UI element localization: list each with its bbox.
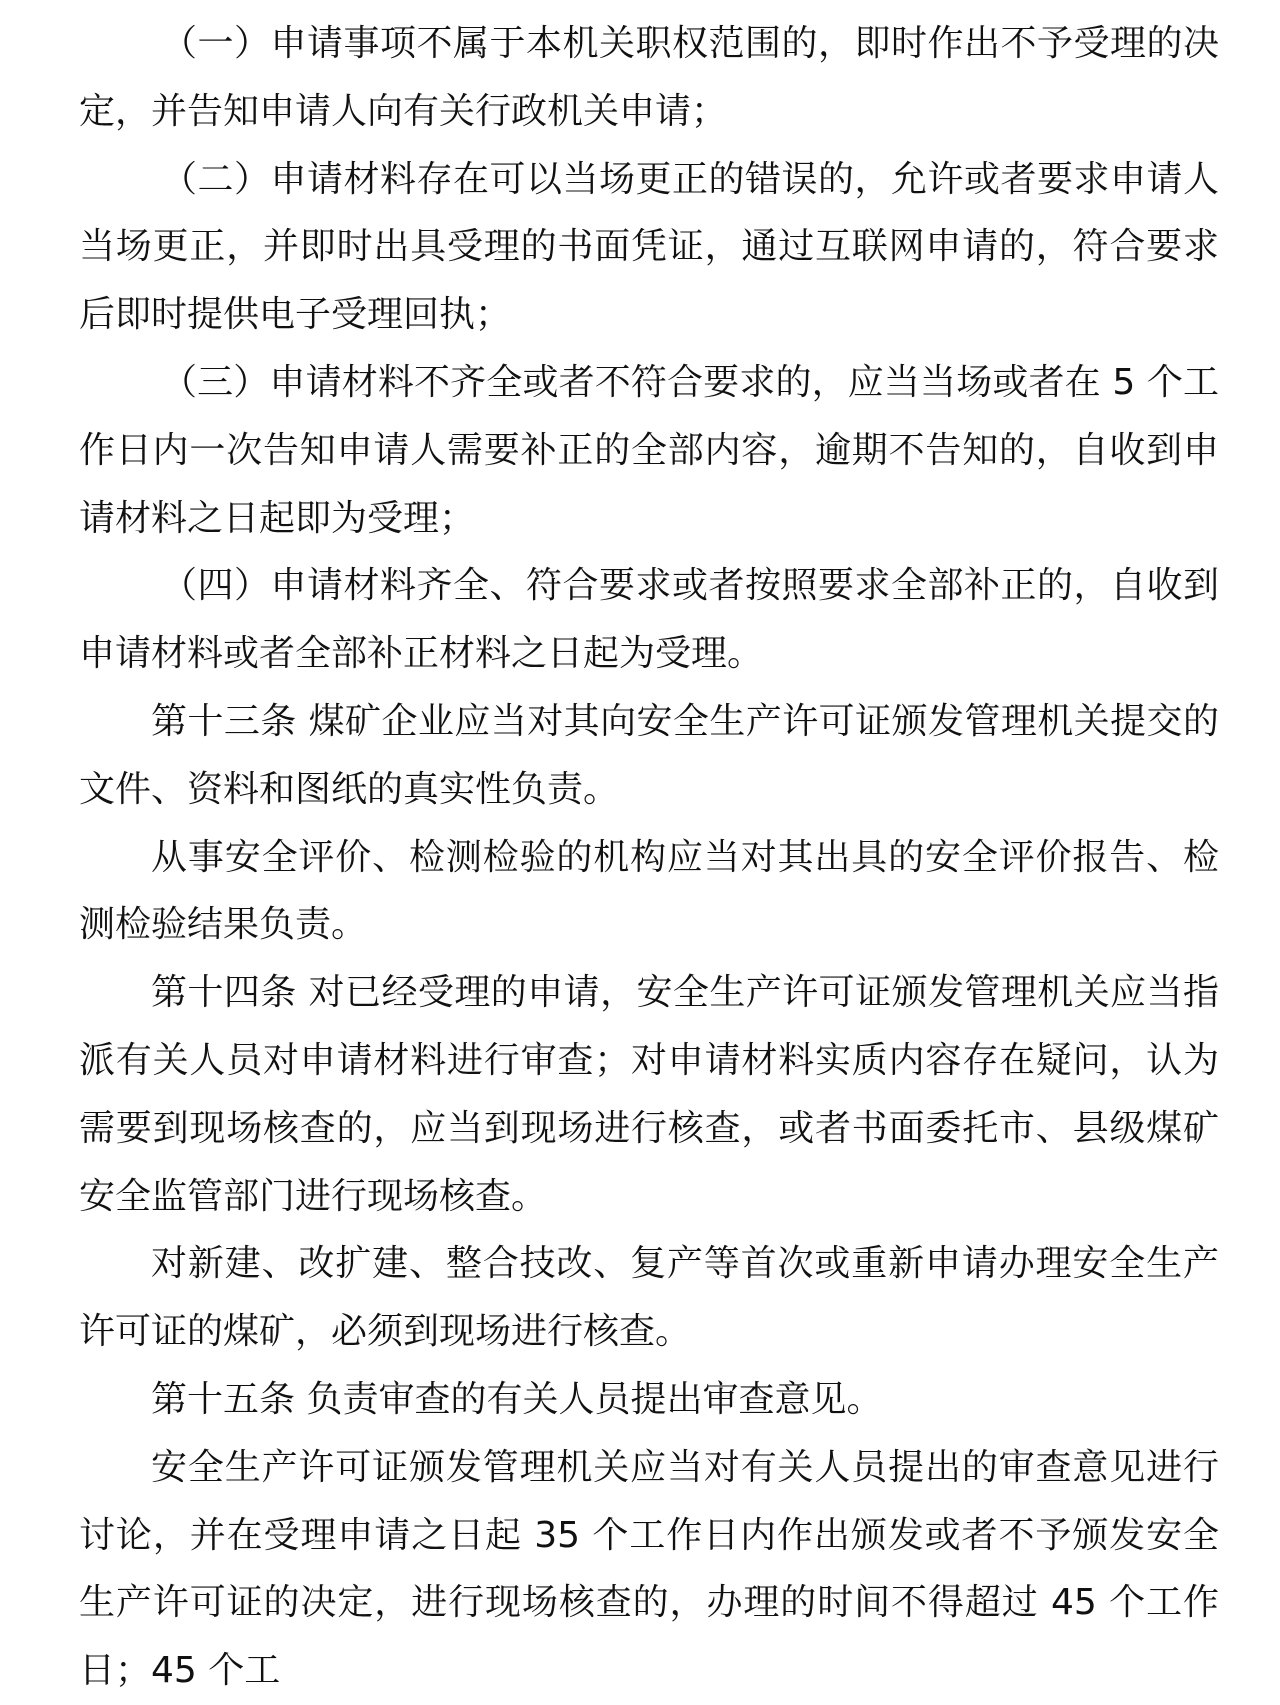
paragraph-article-14: 第十四条 对已经受理的申请，安全生产许可证颁发管理机关应当指派有关人员对申请材料进行审查；对申请材料实质内容存在疑问，认为需要到现场核查的，应当到现场进行核查，或者书面委托市、县级煤矿安全监管部门进行现场核查。 [79,972,1219,1217]
document-page [79,10,1219,1705]
paragraph-article-13-continued: 从事安全评价、检测检验的机构应当对其出具的安全评价报告、检测检验结果负责。 [79,836,1219,946]
paragraph-article-15: 第十五条 负责审查的有关人员提出审查意见。 [151,1378,883,1420]
paragraph-item-2: （二）申请材料存在可以当场更正的错误的，允许或者要求申请人当场更正，并即时出具受理的书面凭证，通过互联网申请的，符合要求后即时提供电子受理回执； [79,158,1219,336]
paragraph-article-15-continued: 安全生产许可证颁发管理机关应当对有关人员提出的审查意见进行讨论，并在受理申请之日起 35 个工作日内作出颁发或者不予颁发安全生产许可证的决定，进行现场核查的，办理的时间不得超过 45 个工作日；45 个工 [79,1446,1219,1692]
paragraph-item-1: （一）申请事项不属于本机关职权范围的，即时作出不予受理的决定，并告知申请人向有关行政机关申请； [79,23,1219,132]
paragraph-article-14-continued: 对新建、改扩建、整合技改、复产等首次或重新申请办理安全生产许可证的煤矿，必须到现场进行核查。 [79,1243,1219,1353]
paragraph-item-4: （四）申请材料齐全、符合要求或者按照要求全部补正的，自收到申请材料或者全部补正材料之日起为受理。 [79,565,1219,675]
paragraph-article-13: 第十三条 煤矿企业应当对其向安全生产许可证颁发管理机关提交的文件、资料和图纸的真实性负责。 [79,700,1219,810]
paragraph-item-3: （三）申请材料不齐全或者不符合要求的，应当当场或者在 5 个工作日内一次告知申请人需要补正的全部内容，逾期不告知的，自收到申请材料之日起即为受理； [79,361,1219,539]
